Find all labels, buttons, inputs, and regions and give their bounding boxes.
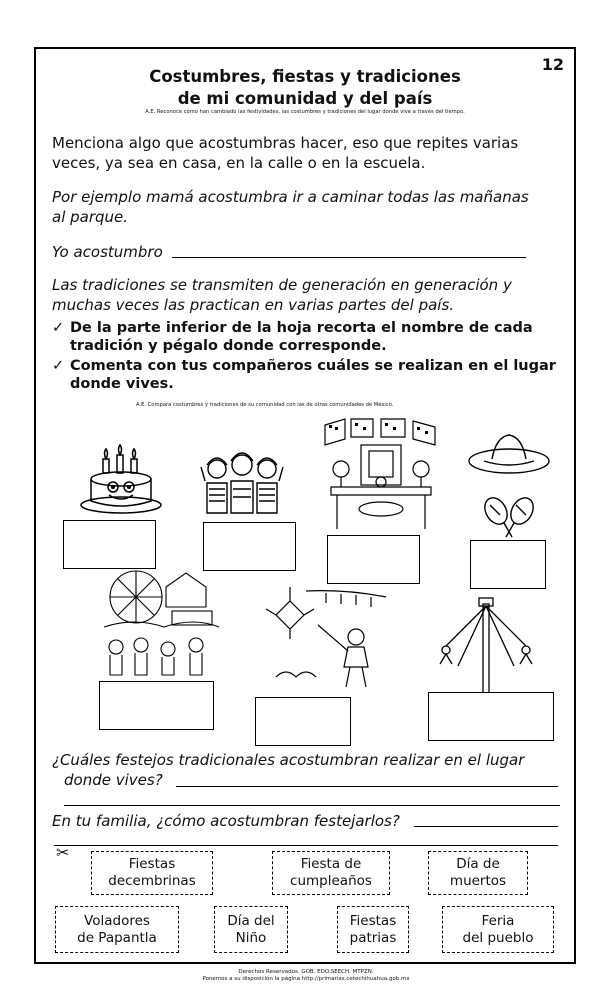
question-1-line-2: donde vives? — [64, 771, 163, 789]
paste-box-voladores[interactable] — [428, 692, 554, 741]
cutout-line: de Papantla — [77, 929, 157, 946]
example-line-1: Por ejemplo mamá acostumbra ir a caminar todas las mañanas — [52, 188, 529, 206]
example-line-2: al parque. — [52, 208, 129, 226]
instruction-1-line-1: De la parte inferior de la hoja recorta el nombre de cada — [70, 320, 533, 336]
paste-box-birthday[interactable] — [63, 520, 156, 569]
day-of-dead-altar-illustration — [321, 417, 441, 535]
cutout-line: cumpleaños — [290, 873, 372, 889]
question-1-answer-line-1[interactable] — [176, 786, 558, 787]
learning-expectation-1: A.E. Reconoce cómo han cambiado las festividades, las costumbres y tradiciones del lugar donde vive a través del tiempo. — [145, 109, 465, 115]
yo-acostumbro-label: Yo acostumbro — [52, 243, 163, 261]
instruction-2 — [52, 357, 562, 393]
paste-box-pinata[interactable] — [255, 697, 351, 746]
cut-line — [54, 845, 558, 846]
instruction-2-line-1: Comenta con tus compañeros cuáles se realizan en el lugar — [70, 358, 556, 374]
cutout-fiestas-patrias[interactable] — [337, 906, 409, 953]
question-1-answer-line-2[interactable] — [64, 805, 560, 806]
fair-illustration — [96, 567, 221, 682]
traditions-line-2: muchas veces las practican en varias partes del país. — [52, 296, 455, 314]
traditions-line-1: Las tradiciones se transmiten de generación en generación y — [52, 276, 512, 294]
cutout-line: Voladores — [84, 912, 150, 929]
check-icon: ✓ — [52, 358, 65, 374]
pinata-illustration — [266, 587, 391, 692]
cutout-line: Fiestas — [349, 912, 397, 929]
intro-line-2: veces, ya sea en casa, en la calle o en la escuela. — [52, 154, 426, 172]
voladores-illustration — [431, 594, 541, 699]
cutout-line: Feria — [481, 912, 515, 929]
cutout-line: Día de — [456, 856, 500, 872]
footer-line-2: Ponemos a su disposición la página http://primarias.cetechihuahua.gob.mx — [202, 976, 410, 982]
cutout-line: del pueblo — [462, 929, 534, 946]
birthday-cake-illustration — [76, 441, 166, 516]
yo-acostumbro-answer-line[interactable] — [172, 257, 526, 258]
title-line-1: Costumbres, fiestas y tradiciones — [149, 67, 461, 86]
paste-box-children[interactable] — [203, 522, 296, 571]
cutout-line: Fiesta de — [300, 856, 362, 872]
sombrero-maracas-illustration — [464, 431, 554, 541]
cutout-line: Niño — [235, 929, 267, 946]
cutout-fiestas-decembrinas[interactable] — [91, 851, 213, 895]
check-icon: ✓ — [52, 320, 65, 336]
intro-line-1: Menciona algo que acostumbras hacer, eso que repites varias — [52, 134, 519, 152]
cutout-feria-pueblo[interactable] — [442, 906, 554, 953]
cutout-fiesta-cumpleanos[interactable] — [272, 851, 390, 895]
cutout-line: Fiestas — [128, 856, 176, 872]
page-number: 12 — [541, 55, 564, 74]
instruction-2-line-2: donde vives. — [70, 376, 174, 392]
question-1-line-1: ¿Cuáles festejos tradicionales acostumbran realizar en el lugar — [52, 751, 525, 769]
cutout-dia-nino[interactable] — [214, 906, 288, 953]
paste-box-fair[interactable] — [99, 681, 214, 730]
question-2-answer-line[interactable] — [414, 826, 558, 827]
paste-box-sombrero[interactable] — [470, 540, 546, 589]
instruction-1-line-2: tradición y pégalo donde corresponde. — [70, 338, 387, 354]
learning-expectation-2: A.E. Compara costumbres y tradiciones de su comunidad con las de otras comunidades de México. — [136, 402, 394, 408]
title-line-2: de mi comunidad y del país — [177, 89, 433, 108]
cutout-line: Día del — [227, 912, 275, 929]
instruction-1 — [52, 319, 562, 355]
cutout-voladores-papantla[interactable] — [55, 906, 179, 953]
paste-box-altar[interactable] — [327, 535, 420, 584]
children-illustration — [201, 447, 283, 517]
footer-line-1: Derechos Reservados. GOB. EDO.SEECH. MTPZN. — [238, 969, 374, 975]
cutout-line: decembrinas — [108, 873, 196, 889]
cutout-line: muertos — [449, 873, 507, 889]
worksheet-frame — [34, 47, 576, 964]
cutout-dia-muertos[interactable] — [428, 851, 528, 895]
question-2: En tu familia, ¿cómo acostumbran festejarlos? — [52, 812, 400, 830]
scissors-icon: ✂ — [56, 843, 70, 862]
cutout-line: patrias — [349, 929, 397, 946]
